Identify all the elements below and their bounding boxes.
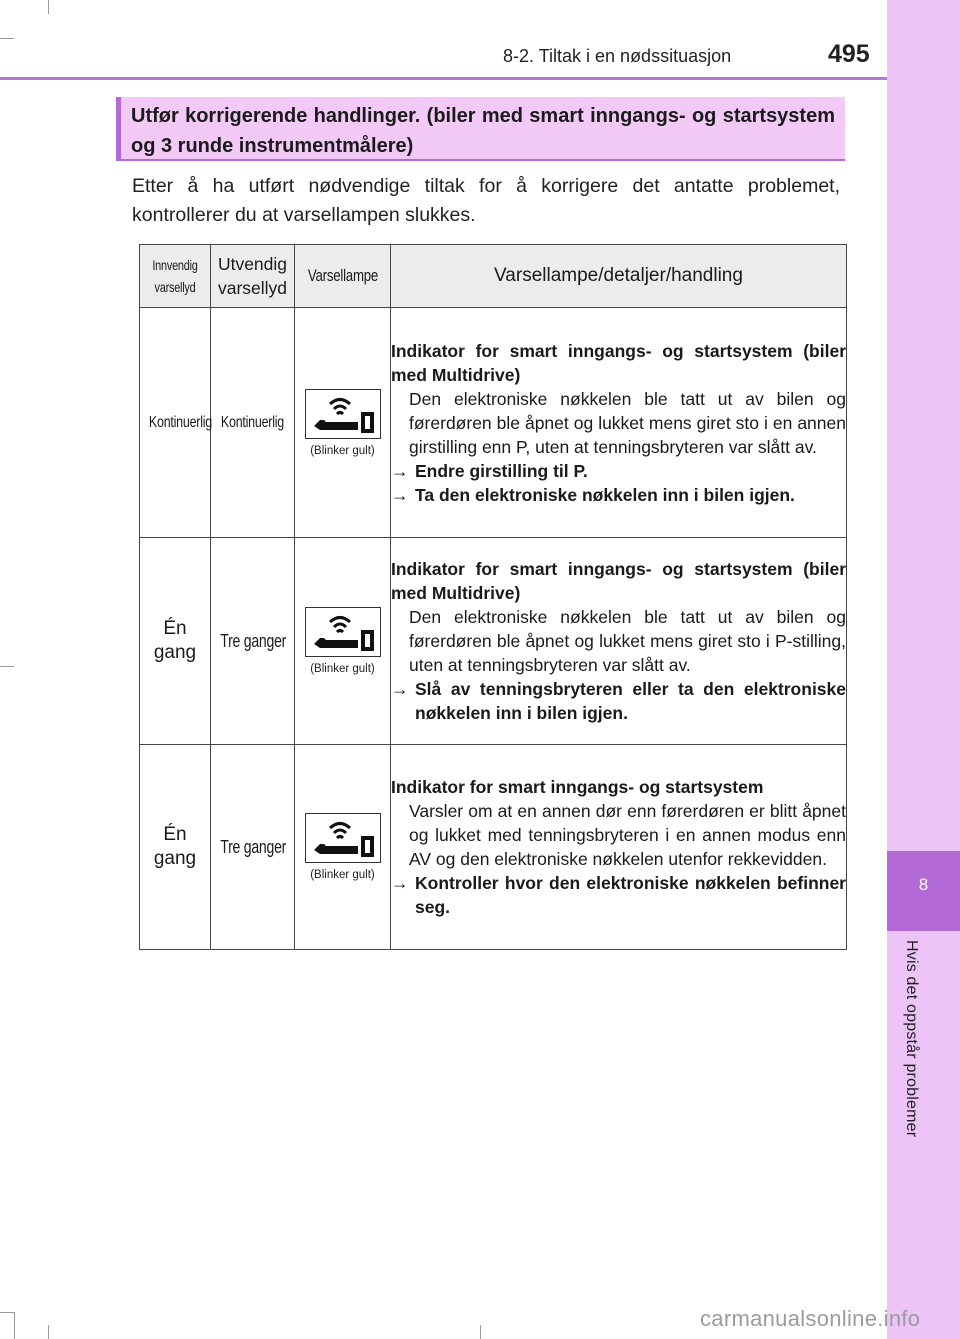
watermark: carmanualsonline.info bbox=[700, 1306, 921, 1331]
crop-mark bbox=[48, 0, 49, 14]
outer-sound-value: Tre ganger bbox=[220, 630, 287, 651]
arrow-icon: → bbox=[391, 460, 409, 481]
inner-sound-value: Én gang bbox=[153, 824, 197, 869]
column-header-details-label: Varsellampe/detaljer/handling bbox=[494, 265, 743, 286]
crop-mark bbox=[48, 1325, 49, 1339]
arrow-icon: → bbox=[391, 484, 409, 505]
smart-key-indicator-icon bbox=[305, 389, 381, 439]
inner-sound-cell bbox=[140, 745, 211, 950]
action-item bbox=[391, 483, 846, 507]
inner-sound-value: Én gang bbox=[153, 618, 197, 663]
outer-sound-cell bbox=[211, 538, 295, 745]
table-row bbox=[140, 745, 847, 950]
details-cell bbox=[391, 538, 847, 745]
action-item bbox=[391, 871, 846, 919]
crop-mark bbox=[14, 1312, 15, 1339]
action-text: Slå av tenningsbryteren eller ta den elektroniske nøkkelen inn i bilen igjen. bbox=[415, 679, 846, 723]
lamp-caption: (Blinker gult) bbox=[310, 663, 375, 675]
section-heading-box bbox=[116, 97, 845, 161]
column-header-lamp bbox=[295, 245, 391, 308]
chapter-number-tab: 8 bbox=[887, 851, 960, 931]
details-body: Den elektroniske nøkkelen ble tatt ut av bilen og førerdøren ble åpnet og lukket mens giret sto i en annen girstilling enn P, uten at tenningsbryteren var slått av. bbox=[409, 388, 846, 457]
arrow-icon: → bbox=[391, 679, 409, 699]
lamp-caption: (Blinker gult) bbox=[310, 444, 375, 457]
lamp-cell bbox=[295, 308, 391, 538]
details-cell bbox=[391, 308, 847, 538]
action-item bbox=[391, 459, 846, 483]
action-text: Ta den elektroniske nøkkelen inn i bilen igjen. bbox=[415, 484, 795, 505]
outer-sound-cell bbox=[211, 745, 295, 950]
table-row bbox=[140, 308, 847, 538]
section-heading: Utfør korrigerende handlinger. (biler med smart inngangs- og startsystem og 3 runde instrumentmålere) bbox=[131, 105, 835, 157]
inner-sound-cell bbox=[140, 308, 211, 538]
column-header-outer bbox=[211, 245, 295, 308]
crop-mark bbox=[0, 38, 14, 39]
header-divider bbox=[0, 77, 887, 80]
details-title: Indikator for smart inngangs- og startsystem (biler med Multidrive) bbox=[391, 340, 846, 385]
lamp-cell bbox=[295, 745, 391, 950]
inner-sound-cell bbox=[140, 538, 211, 745]
table-header-row bbox=[140, 245, 847, 308]
lamp-caption: (Blinker gult) bbox=[310, 869, 375, 881]
outer-sound-cell bbox=[211, 308, 295, 538]
crop-mark bbox=[480, 1325, 481, 1339]
arrow-icon: → bbox=[391, 873, 409, 893]
warning-table bbox=[139, 244, 847, 950]
column-header-inner bbox=[140, 245, 211, 308]
crop-mark bbox=[0, 666, 14, 667]
intro-paragraph: Etter å ha utført nødvendige tiltak for å korrigere det antatte problemet, kontrollerer du at varsellampen slukkes. bbox=[132, 175, 840, 226]
action-text: Kontroller hvor den elektroniske nøkkelen befinner seg. bbox=[415, 873, 846, 917]
details-body: Den elektroniske nøkkelen ble tatt ut av bilen og førerdøren ble åpnet og lukket mens giret sto i P-stilling, uten at tenningsbryteren var slått av. bbox=[409, 607, 846, 675]
action-item bbox=[391, 677, 846, 725]
outer-sound-value: Kontinuerlig bbox=[220, 413, 285, 431]
crop-mark bbox=[0, 1312, 14, 1313]
table-row bbox=[140, 538, 847, 745]
smart-key-indicator-icon bbox=[305, 607, 381, 657]
details-body: Varsler om at en annen dør enn førerdøren er blitt åpnet og lukket med tenningsbryteren i en annen modus enn AV og den elektroniske nøkkelen utenfor rekkevidden. bbox=[409, 801, 846, 869]
section-title: 8-2. Tiltak i en nødssituasjon bbox=[503, 46, 732, 66]
inner-sound-value: Kontinuerlig bbox=[148, 413, 213, 431]
outer-sound-value: Tre ganger bbox=[220, 836, 287, 857]
smart-key-indicator-icon-graphic bbox=[306, 608, 380, 656]
chapter-title: Hvis det oppstår problemer bbox=[903, 940, 920, 1138]
column-header-outer-label: Utvendig varsellyd bbox=[217, 254, 288, 298]
details-title: Indikator for smart inngangs- og startsystem bbox=[391, 777, 764, 797]
column-header-inner-label: Innvendig varsellyd bbox=[152, 257, 198, 295]
lamp-cell bbox=[295, 538, 391, 745]
smart-key-indicator-icon-graphic bbox=[306, 390, 380, 438]
details-cell bbox=[391, 745, 847, 950]
smart-key-indicator-icon-graphic bbox=[306, 814, 380, 862]
action-text: Endre girstilling til P. bbox=[415, 460, 588, 481]
column-header-lamp-label: Varsellampe bbox=[307, 266, 378, 285]
details-title: Indikator for smart inngangs- og startsystem (biler med Multidrive) bbox=[391, 559, 846, 603]
column-header-details bbox=[391, 245, 847, 308]
page-number: 495 bbox=[828, 40, 870, 68]
smart-key-indicator-icon bbox=[305, 813, 381, 863]
